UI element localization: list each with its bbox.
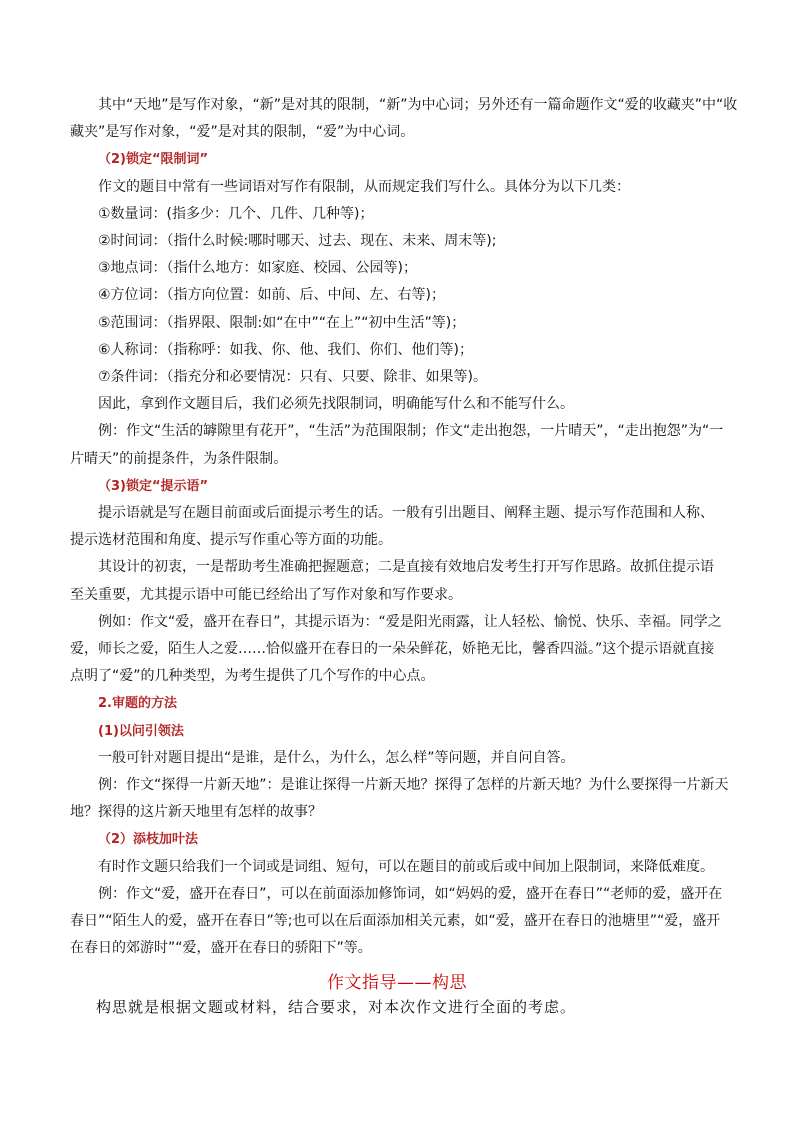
closing-paragraph: 构思就是根据文题或材料，结合要求，对本次作文进行全面的考虑。 (96, 998, 577, 1016)
list-item: ①数量词：(指多少：几个、几件、几种等)； (98, 205, 374, 222)
subheading-question-method: (1)以问引领法 (98, 723, 184, 739)
list-item: ⑥人称词：（指称呼：如我、你、他、我们、你们、他们等)； (98, 341, 474, 358)
subheading-prompt-text: （3)锁定“提示语” (98, 478, 209, 494)
paragraph-line: 有时作文题只给我们一个词或是词组、短句，可以在题目的前或后或中间加上限制词，来降低难度。 (98, 858, 714, 875)
section-title: 作文指导——构思 (327, 973, 467, 993)
list-item: ⑤范围词：（指界限、限制:如“在中”“在上”“初中生活”等)； (98, 314, 466, 331)
paragraph-line: 点明了“爱”的几种类型，为考生提供了几个写作的中心点。 (70, 668, 435, 685)
paragraph-line: 春日”“陌生人的爱，盛开在春日”等;也可以在后面添加相关元素，如“爱，盛开在春日的池塘里”“爱，盛开 (70, 913, 721, 930)
paragraph-line: 提示选材范围和角度、提示写作重心等方面的功能。 (70, 532, 392, 549)
subheading-limit-words: （2)锁定“限制词” (98, 152, 209, 168)
paragraph-line: 例：作文“探得一片新天地”：是谁让探得一片新天地？探得了怎样的片新天地？为什么要探得一片新天 (98, 777, 729, 794)
paragraph-line: 其中“天地”是写作对象，“新”是对其的限制，“新”为中心词；另外还有一篇命题作文“爱的收藏夹”中“收 (98, 97, 738, 113)
list-item: ②时间词：（指什么时候:哪时哪天、过去、现在、未来、周末等); (98, 233, 497, 250)
paragraph-line: 爱，师长之爱，陌生人之爱……恰似盛开在春日的一朵朵鲜花，娇艳无比，馨香四溢。”这个提示语就直接 (70, 641, 715, 658)
paragraph-line: 提示语就是写在题目前面或后面提示考生的话。一般有引出题目、阐释主题、提示写作范围和人称、 (98, 505, 714, 522)
paragraph-line: 地？探得的这片新天地里有怎样的故事？ (70, 804, 322, 821)
list-item: ④方位词：（指方向位置：如前、后、中间、左、右等)； (98, 287, 446, 304)
paragraph-line: 例如：作文“爱，盛开在春日”，其提示语为：“爱是阳光雨露，让人轻松、愉悦、快乐、幸福。同学之 (98, 613, 722, 630)
paragraph-line: 藏夹”是写作对象，“爱”是对其的限制，“爱”为中心词。 (70, 124, 415, 141)
subheading-methods: 2.审题的方法 (98, 696, 177, 712)
paragraph-line: 例：作文“爱，盛开在春日”，可以在前面添加修饰词，如“妈妈的爱，盛开在春日”“老师的爱，盛开在 (98, 885, 723, 902)
list-item: ⑦条件词：（指充分和必要情况：只有、只要、除非、如果等)。 (98, 369, 488, 386)
paragraph-line: 其设计的初衷，一是帮助考生准确把握题意；二是直接有效地启发考生打开写作思路。故抓住提示语 (98, 559, 714, 576)
paragraph-line: 片晴天”的前提条件，为条件限制。 (70, 450, 288, 467)
paragraph-line: 因此，拿到作文题目后，我们必须先找限制词，明确能写什么和不能写什么。 (98, 396, 574, 413)
paragraph-line: 一般可针对题目提出“是谁，是什么，为什么，怎么样”等问题，并自问自答。 (98, 749, 575, 766)
list-item: ③地点词：（指什么地方：如家庭、校园、公园等)； (98, 260, 418, 277)
subheading-elaborate-method: （2）添枝加叶法 (98, 832, 199, 848)
text-block (70, 92, 738, 963)
paragraph-line: 例：作文“生活的罅隙里有花开”，“生活”为范围限制；作文“走出抱怨，一片晴天”，“走出抱怨”为“一 (98, 423, 724, 440)
paragraph-line: 至关重要，尤其提示语中可能已经给出了写作对象和写作要求。 (70, 586, 462, 603)
paragraph-line: 作文的题目中常有一些词语对写作有限制，从而规定我们写什么。具体分为以下几类： (98, 178, 630, 195)
paragraph-line: 在春日的郊游时”“爱，盛开在春日的骄阳下”等。 (70, 940, 372, 957)
